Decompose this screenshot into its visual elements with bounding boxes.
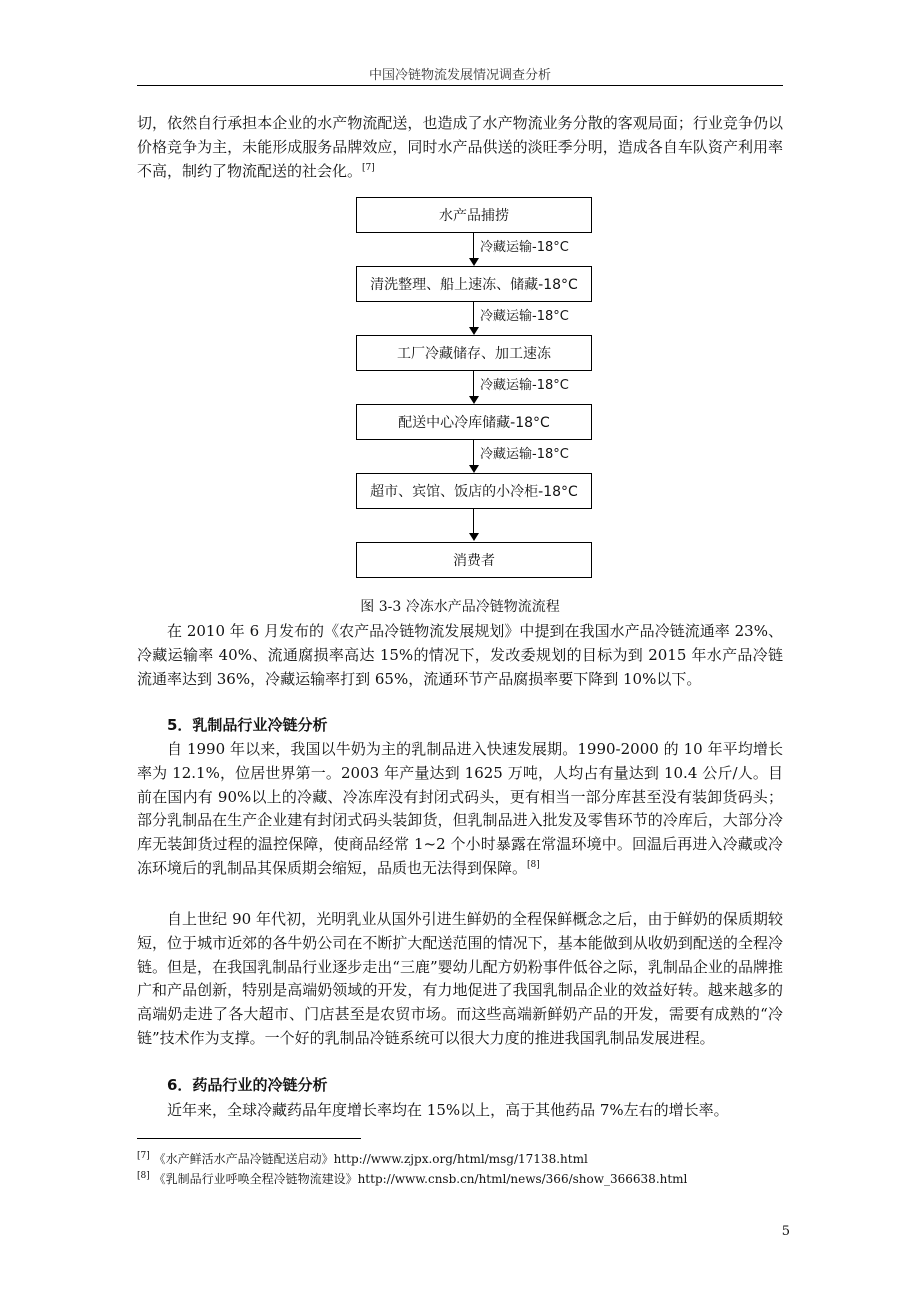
section-heading-pharma: 6．药品行业的冷链分析 — [167, 1076, 328, 1094]
flow-arrow-label-2: 冷藏运输-18°C — [480, 309, 569, 324]
paragraph-pharma: 近年来，全球冷藏药品年度增长率均在 15%以上，高于其他药品 7%左右的增长率。 — [167, 1101, 729, 1119]
footnote-ref-7[interactable]: [7] — [362, 162, 375, 173]
paragraph-dairy-growth: 自 1990 年以来，我国以牛奶为主的乳制品进入快速发展期。1990-2000 的 10 年平均增长率为 12.1%，位居世界第一。2003 年产量达到 1625 万吨，人均占有量达到 10.4 公斤/人。目前在国内有 90%以上的冷藏、冷冻库没有封闭式码头，更有相当一部分库甚至没有装卸货码头；部分乳制品在生产企业建有封闭式码头装卸货，但乳制品进入批发及零售环节的冷库后，大部分冷库无装卸货过程的温控保障，使商品经常 1~2 个小时暴露在常温环境中。回温后再进入冷藏或冷冻环境后的乳制品其保质期会缩短，品质也无法得到保障。[8] — [137, 740, 783, 877]
flow-arrowhead-5 — [469, 533, 479, 541]
page-number: 5 — [781, 1224, 790, 1239]
page-header: 中国冷链物流发展情况调查分析 — [368, 68, 551, 83]
flow-step-cleaning: 清洗整理、船上速冻、储藏-18°C — [356, 266, 592, 302]
footnote-mark: [7] — [137, 1151, 150, 1161]
flow-step-retail: 超市、宾馆、饭店的小冷柜-18°C — [356, 473, 592, 509]
flow-arrow-label-1: 冷藏运输-18°C — [480, 240, 569, 255]
flow-step-fishing: 水产品捕捞 — [356, 197, 592, 233]
flow-arrow-label-4: 冷藏运输-18°C — [480, 447, 569, 462]
figure-caption: 图 3-3 冷冻水产品冷链物流流程 — [360, 599, 560, 615]
flow-arrow-4 — [473, 440, 474, 466]
flow-arrowhead-3 — [469, 396, 479, 404]
paragraph-dairy-brand: 自上世纪 90 年代初，光明乳业从国外引进生鲜奶的全程保鲜概念之后，由于鲜奶的保质期较短，位于城市近郊的各牛奶公司在不断扩大配送范围的情况下，基本能做到从收奶到配送的全程冷链。但是，在我国乳制品行业逐步走出“三鹿”婴幼儿配方奶粉事件低谷之际，乳制品企业的品牌推广和产品创新，特别是高端奶领域的开发，有力地促进了我国乳制品企业的效益好转。越来越多的高端奶走进了各大超市、门店甚至是农贸市场。而这些高端新鲜奶产品的开发，需要有成熟的“冷链”技术作为支撑。一个好的乳制品冷链系统可以很大力度的推进我国乳制品发展进程。 — [137, 910, 783, 1047]
flow-arrow-2 — [473, 302, 474, 328]
flow-arrowhead-1 — [469, 258, 479, 266]
flow-arrow-3 — [473, 371, 474, 397]
paragraph-planning: 在 2010 年 6 月发布的《农产品冷链物流发展规划》中提到在我国水产品冷链流通率 23%、冷藏运输率 40%、流通腐损率高达 15%的情况下，发改委规划的目标为到 2015 年水产品冷链流通率达到 36%，冷藏运输率打到 65%，流通环节产品腐损率要下降到 10%以下。 — [137, 622, 783, 688]
header-rule — [137, 85, 783, 86]
footnote-8 — [137, 1170, 837, 1188]
footnote-text: 《水产鲜活水产品冷链配送启动》http://www.zjpx.org/html/msg/17138.html — [153, 1152, 588, 1166]
footnote-ref-8[interactable]: [8] — [527, 859, 540, 870]
section-heading-dairy: 5．乳制品行业冷链分析 — [167, 716, 328, 734]
flow-arrow-5 — [473, 509, 474, 534]
flow-arrowhead-2 — [469, 327, 479, 335]
flow-arrowhead-4 — [469, 465, 479, 473]
flow-step-consumer: 消费者 — [356, 542, 592, 578]
footnote-text: 《乳制品行业呼唤全程冷链物流建设》http://www.cnsb.cn/html/news/366/show_366638.html — [153, 1172, 688, 1186]
flow-step-factory: 工厂冷藏储存、加工速冻 — [356, 335, 592, 371]
paragraph-fishery-distribution: 切，依然自行承担本企业的水产物流配送，也造成了水产物流业务分散的客观局面；行业竞争仍以价格竞争为主，未能形成服务品牌效应，同时水产品供送的淡旺季分明，造成各自车队资产利用率不高，制约了物流配送的社会化。[7] — [137, 114, 783, 180]
footnote-mark: [8] — [137, 1171, 150, 1181]
flow-step-distribution-center: 配送中心冷库储藏-18°C — [356, 404, 592, 440]
footnote-7 — [137, 1150, 837, 1168]
flow-arrow-1 — [473, 233, 474, 259]
footnote-rule — [137, 1138, 361, 1139]
flow-arrow-label-3: 冷藏运输-18°C — [480, 378, 569, 393]
